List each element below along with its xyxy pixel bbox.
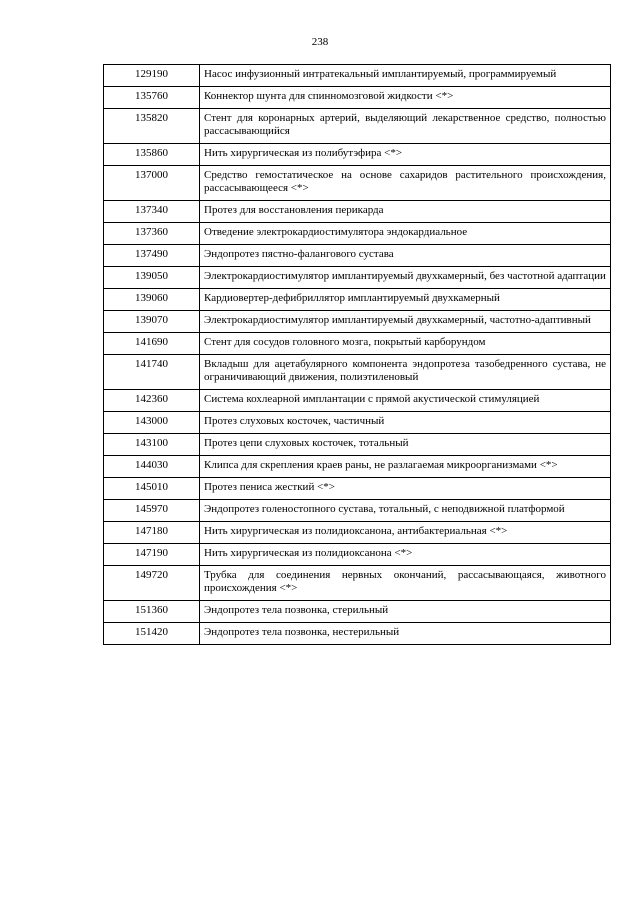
device-code-cell: 143000 <box>104 412 200 434</box>
device-name-cell: Нить хирургическая из полидиоксанона <*> <box>200 544 611 566</box>
device-code-cell: 135860 <box>104 144 200 166</box>
device-name-cell: Электрокардиостимулятор имплантируемый двухкамерный, частотно-адаптивный <box>200 311 611 333</box>
device-code-cell: 147180 <box>104 522 200 544</box>
device-code-cell: 137000 <box>104 166 200 201</box>
device-name-cell: Протез цепи слуховых косточек, тотальный <box>200 434 611 456</box>
device-code-cell: 147190 <box>104 544 200 566</box>
device-code-cell: 139050 <box>104 267 200 289</box>
device-table <box>103 64 611 645</box>
device-name-cell: Протез слуховых косточек, частичный <box>200 412 611 434</box>
table-row <box>104 544 611 566</box>
device-code-cell: 145970 <box>104 500 200 522</box>
device-name-cell: Кардиовертер-дефибриллятор имплантируемый двухкамерный <box>200 289 611 311</box>
table-row <box>104 456 611 478</box>
device-name-cell: Вкладыш для ацетабулярного компонента эндопротеза тазобедренного сустава, не ограничивающий движения, полиэтиленовый <box>200 355 611 390</box>
device-code-cell: 137360 <box>104 223 200 245</box>
device-name-cell: Система кохлеарной имплантации с прямой акустической стимуляцией <box>200 390 611 412</box>
device-code-cell: 143100 <box>104 434 200 456</box>
table-row <box>104 245 611 267</box>
table-row <box>104 87 611 109</box>
device-code-cell: 129190 <box>104 65 200 87</box>
device-code-cell: 151420 <box>104 623 200 645</box>
table-row <box>104 333 611 355</box>
table-row <box>104 412 611 434</box>
device-code-cell: 145010 <box>104 478 200 500</box>
device-code-cell: 141740 <box>104 355 200 390</box>
table-row <box>104 478 611 500</box>
table-row <box>104 311 611 333</box>
table-row <box>104 500 611 522</box>
device-code-cell: 142360 <box>104 390 200 412</box>
table-row <box>104 144 611 166</box>
table-row <box>104 390 611 412</box>
device-code-cell: 137340 <box>104 201 200 223</box>
table-row <box>104 355 611 390</box>
device-name-cell: Нить хирургическая из полидиоксанона, антибактериальная <*> <box>200 522 611 544</box>
table-row <box>104 522 611 544</box>
device-table-body <box>104 65 611 645</box>
device-name-cell: Нить хирургическая из полибутэфира <*> <box>200 144 611 166</box>
device-name-cell: Электрокардиостимулятор имплантируемый двухкамерный, без частотной адаптации <box>200 267 611 289</box>
table-row <box>104 166 611 201</box>
device-code-cell: 135820 <box>104 109 200 144</box>
table-row <box>104 201 611 223</box>
device-code-cell: 149720 <box>104 566 200 601</box>
table-row <box>104 434 611 456</box>
device-code-cell: 151360 <box>104 601 200 623</box>
device-code-cell: 141690 <box>104 333 200 355</box>
device-name-cell: Коннектор шунта для спинномозговой жидкости <*> <box>200 87 611 109</box>
device-name-cell: Эндопротез тела позвонка, нестерильный <box>200 623 611 645</box>
table-row <box>104 267 611 289</box>
device-name-cell: Отведение электрокардиостимулятора эндокардиальное <box>200 223 611 245</box>
device-name-cell: Средство гемостатическое на основе сахаридов растительного происхождения, рассасывающееся <*> <box>200 166 611 201</box>
device-name-cell: Эндопротез пястно-фалангового сустава <box>200 245 611 267</box>
table-row <box>104 65 611 87</box>
table-row <box>104 623 611 645</box>
table-row <box>104 566 611 601</box>
table-row <box>104 109 611 144</box>
device-name-cell: Трубка для соединения нервных окончаний, рассасывающаяся, животного происхождения <*> <box>200 566 611 601</box>
page-number: 238 <box>311 36 329 48</box>
device-name-cell: Насос инфузионный интратекальный имплантируемый, программируемый <box>200 65 611 87</box>
device-code-cell: 139060 <box>104 289 200 311</box>
device-name-cell: Протез пениса жесткий <*> <box>200 478 611 500</box>
table-row <box>104 223 611 245</box>
device-name-cell: Протез для восстановления перикарда <box>200 201 611 223</box>
device-name-cell: Клипса для скрепления краев раны, не разлагаемая микроорганизмами <*> <box>200 456 611 478</box>
device-code-cell: 137490 <box>104 245 200 267</box>
device-name-cell: Эндопротез тела позвонка, стерильный <box>200 601 611 623</box>
device-code-cell: 135760 <box>104 87 200 109</box>
device-code-cell: 144030 <box>104 456 200 478</box>
table-row <box>104 289 611 311</box>
table-row <box>104 601 611 623</box>
device-name-cell: Эндопротез голеностопного сустава, тотальный, с неподвижной платформой <box>200 500 611 522</box>
device-name-cell: Стент для коронарных артерий, выделяющий лекарственное средство, полностью рассасывающийся <box>200 109 611 144</box>
device-name-cell: Стент для сосудов головного мозга, покрытый карборундом <box>200 333 611 355</box>
device-code-cell: 139070 <box>104 311 200 333</box>
